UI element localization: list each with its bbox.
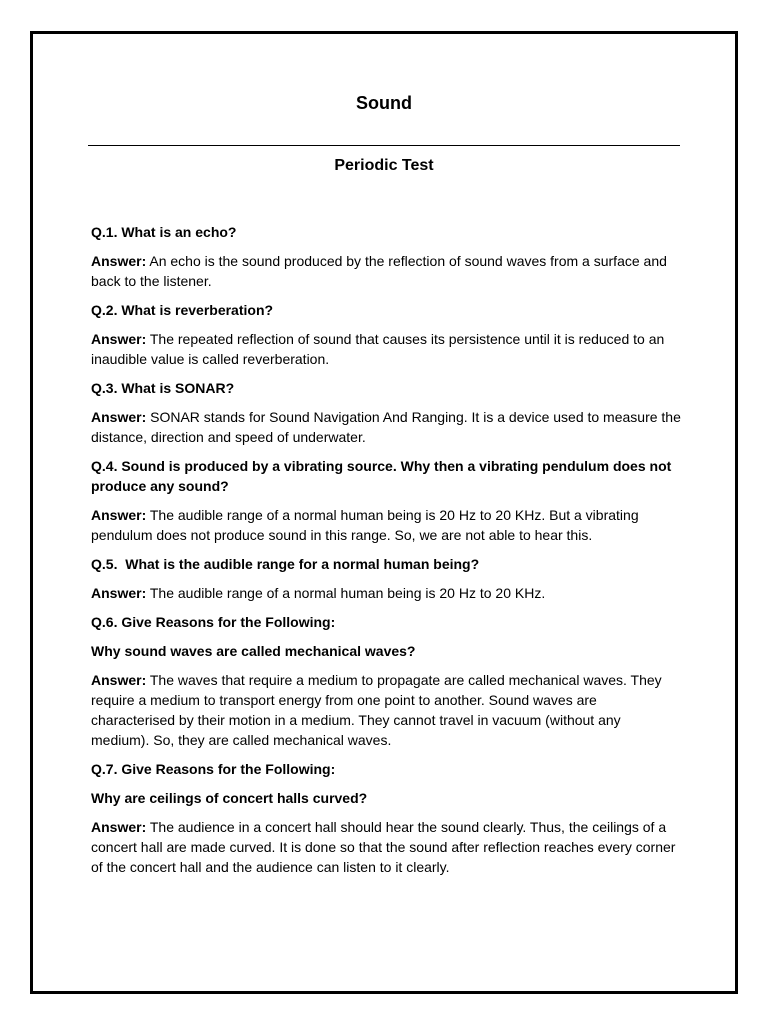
answer-label: Answer: [91,672,147,688]
question-3: Q.3. What is SONAR? [91,380,235,396]
answer-text: An echo is the sound produced by the reflection of sound waves from a surface and back to the listener. [91,253,667,289]
answer-2 [91,329,681,369]
answer-label: Answer: [91,819,147,835]
question-6: Q.6. Give Reasons for the Following: [91,614,336,630]
answer-text: The repeated reflection of sound that causes its persistence until it is reduced to an inaudible value is called reverberation. [91,331,665,367]
answer-label: Answer: [91,253,147,269]
question-5: Q.5. What is the audible range for a normal human being? [91,556,480,572]
answer-1 [91,251,681,291]
answer-3 [91,407,681,447]
answer-4 [91,505,681,545]
answer-label: Answer: [91,585,147,601]
question-7-subquestion: Why are ceilings of concert halls curved? [91,790,368,806]
question-4: Q.4. Sound is produced by a vibrating source. Why then a vibrating pendulum does not produce any sound? [91,458,672,494]
answer-text: The audible range of a normal human being is 20 Hz to 20 KHz. But a vibrating pendulum does not produce sound in this range. So, we are not able to hear this. [91,507,639,543]
answer-text: The waves that require a medium to propagate are called mechanical waves. They require a medium to transport energy from one point to another. Sound waves are characterised by their motion in a medium. They cannot travel in vacuum (without any medium). So, they are called mechanical waves. [91,672,662,748]
answer-label: Answer: [91,409,147,425]
answer-6 [91,670,681,750]
answer-label: Answer: [91,507,147,523]
question-1: Q.1. What is an echo? [91,224,237,240]
page-subtitle: Periodic Test [334,157,434,174]
answer-text: The audible range of a normal human being is 20 Hz to 20 KHz. [149,585,546,601]
answer-7 [91,817,681,877]
question-6-subquestion: Why sound waves are called mechanical waves? [91,643,416,659]
answer-text: SONAR stands for Sound Navigation And Ranging. It is a device used to measure the distance, direction and speed of underwater. [91,409,681,445]
question-2: Q.2. What is reverberation? [91,302,274,318]
page-title: Sound [356,93,412,113]
question-7: Q.7. Give Reasons for the Following: [91,761,336,777]
title-divider [88,145,680,146]
qa-content [91,222,681,886]
answer-5 [91,583,681,603]
answer-label: Answer: [91,331,147,347]
answer-text: The audience in a concert hall should hear the sound clearly. Thus, the ceilings of a concert hall are made curved. It is done so that the sound after reflection reaches every corner of the concert hall and the audience can listen to it clearly. [91,819,676,875]
